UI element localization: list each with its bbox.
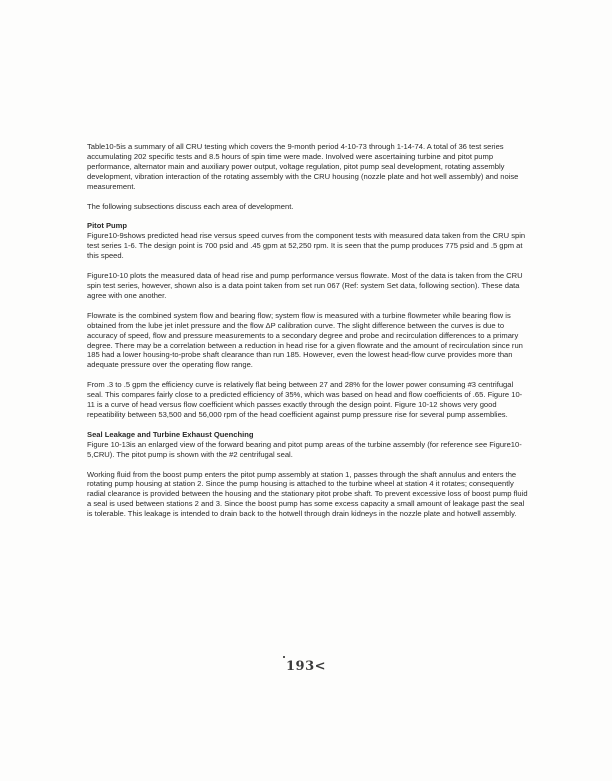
- scan-speck: [283, 656, 285, 658]
- seal-paragraph-2: Working fluid from the boost pump enters the pitot pump assembly at station 1, passes through the shaft annulus and enters the rotating pump housing at station 2. Since the pump housing is attached to the turbine wheel at station 4 it rotates; consequently radial clearance is provided between the housing and the stationary pitot probe shaft. To prevent excessive loss of boost pump fluid a seal is used between stations 2 and 3. Since the boost pump has some excess capacity a small amount of leakage past the seal is tolerable. This leakage is intended to drain back to the hotwell through drain kidneys in the nozzle plate and hotwell assembly.: [87, 469, 528, 519]
- intro-paragraph: Table10-5is a summary of all CRU testing which covers the 9-month period 4-10-73 through 1-14-74. A total of 36 test series accumulating 202 specific tests and 8.5 hours of spin time were made. Involved were ascertaining turbine and pitot pump performance, alternator main and auxiliary power output, voltage regulation, pitot pump seal development, rotating assembly development, vibration interaction of the rotating assembly with the CRU housing (nozzle plate and hot well assembly) and noise measurement.: [87, 142, 519, 191]
- subsections-paragraph: The following subsections discuss each area of development.: [87, 201, 294, 211]
- pitot-pump-heading: Pitot Pump: [87, 221, 128, 231]
- pitot-paragraph-3: Flowrate is the combined system flow and bearing flow; system flow is measured with a turbine flowmeter while bearing flow is obtained from the lube jet inlet pressure and the flow ΔP calibration curve. The slight difference between the curves is due to accuracy of speed, flow and pressure measurements to a secondary degree and probe and recirculation differences to a primary degree. There may be a correlation between a reduction in head rise for a given flowrate and the amount of recirculation since run 185 had a lower housing-to-probe shaft clearance than run 185. However, even the lowest head-flow curve provides more than adequate pressure over the operating flow range.: [87, 310, 523, 370]
- pitot-paragraph-2: Figure10-10 plots the measured data of head rise and pump performance versus flowrate. Most of the data is taken from the CRU spin test series, however, shown also is a data point taken from set run 067 (Ref: system Set data, following section). These data agree with one another.: [87, 271, 523, 300]
- pitot-paragraph-4: From .3 to .5 gpm the efficiency curve is relatively flat being between 27 and 28% for the lower power consuming #3 centrifugal seal. This compares fairly close to a predicted efficiency of 35%, which was based on head and flow coefficients of .65. Figure 10-11 is a curve of head versus flow coefficient which passes exactly through the design point. Figure 10-12 shows very good repeatibility between 53,500 and 56,000 rpm of the head coefficient against pump pressure rise for several pump assemblies.: [87, 380, 523, 419]
- pitot-paragraph-1: Figure10-9shows predicted head rise versus speed curves from the component tests with measured data taken from the CRU spin test series 1-6. The design point is 700 psid and .45 gpm at 52,250 rpm. It is seen that the pump produces 775 psid and .5 gpm at this speed.: [87, 231, 526, 261]
- seal-leakage-heading: Seal Leakage and Turbine Exhaust Quenching: [87, 429, 254, 439]
- seal-paragraph-1: Figure 10-13is an enlarged view of the forward bearing and pitot pump areas of the turbine assembly (for reference see Figure10-5,CRU). The pitot pump is shown with the #2 centrifugal seal.: [87, 439, 522, 459]
- page-body: [87, 142, 529, 529]
- page-number: 193<: [286, 659, 327, 674]
